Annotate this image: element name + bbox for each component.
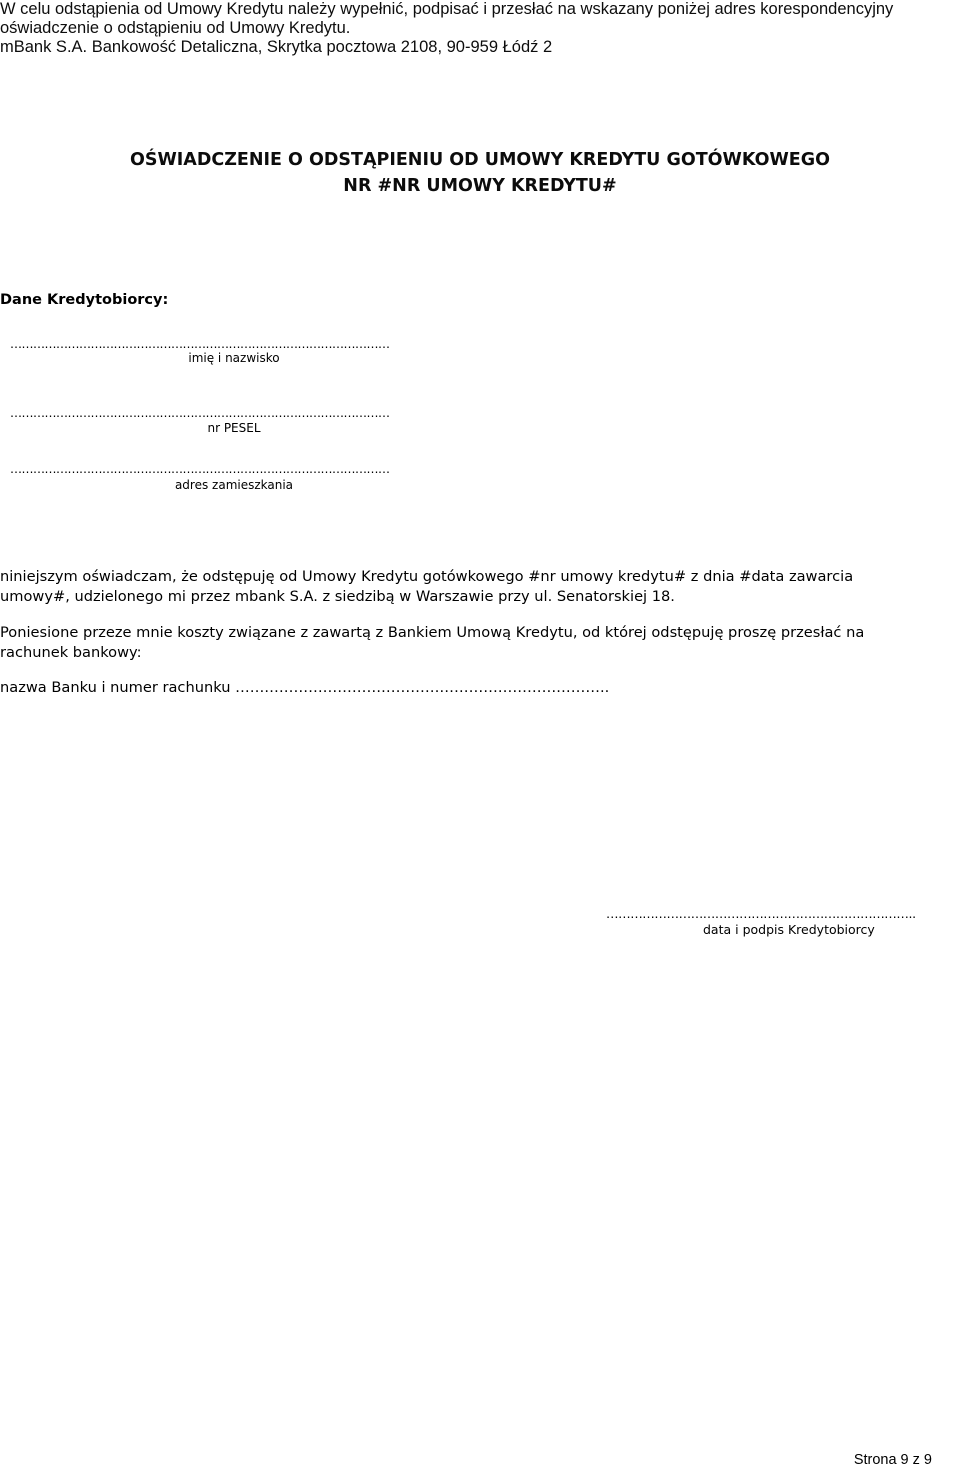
intro-note	[0, 0, 958, 57]
refund-line-1: Poniesione przeze mnie koszty związane z zawartą z Bankiem Umową Kredytu, od której odstępuję proszę przesłać na	[0, 624, 865, 641]
intro-line-1: W celu odstąpienia od Umowy Kredytu należy wypełnić, podpisać i przesłać na wskazany poniżej adres korespondencyjny	[0, 0, 894, 18]
page-number: Strona 9 z 9	[853, 1452, 932, 1468]
declaration-line-1: niniejszym oświadczam, że odstępuję od Umowy Kredytu gotówkowego #nr umowy kredytu# z dnia #data zawarcia	[0, 568, 854, 585]
withdrawal-declaration	[0, 567, 958, 606]
refund-line-2: rachunek bankowy:	[0, 643, 142, 661]
pesel-field[interactable]: ………………………………………………………………………………………	[10, 406, 390, 420]
correspondence-address: mBank S.A. Bankowość Detaliczna, Skrytka pocztowa 2108, 90-959 Łódź 2	[0, 38, 553, 56]
pesel-caption: nr PESEL	[207, 421, 261, 435]
borrower-data-heading: Dane Kredytobiorcy:	[0, 292, 169, 308]
refund-request	[0, 623, 958, 662]
signature-field[interactable]: …………………………………………………………………..	[606, 906, 916, 921]
address-caption: adres zamieszkania	[174, 478, 294, 492]
declaration-line-2: umowy#, udzielonego mi przez mbank S.A. z siedzibą w Warszawie przy ul. Senatorskiej 18.	[0, 587, 675, 605]
address-field[interactable]: ………………………………………………………………………………………	[10, 462, 390, 476]
signature-caption: data i podpis Kredytobiorcy	[703, 922, 875, 937]
full-name-field[interactable]: ………………………………………………………………………………………	[10, 337, 390, 351]
contract-number-title: NR #NR UMOWY KREDYTU#	[343, 176, 617, 196]
intro-line-2: oświadczenie o odstąpieniu od Umowy Kredytu.	[0, 19, 351, 37]
full-name-caption: imię i nazwisko	[188, 351, 280, 365]
bank-account-field[interactable]: nazwa Banku i numer rachunku …………………………………………………………………..	[0, 679, 610, 696]
document-title: OŚWIADCZENIE O ODSTĄPIENIU OD UMOWY KREDYTU GOTÓWKOWEGO	[130, 150, 830, 170]
